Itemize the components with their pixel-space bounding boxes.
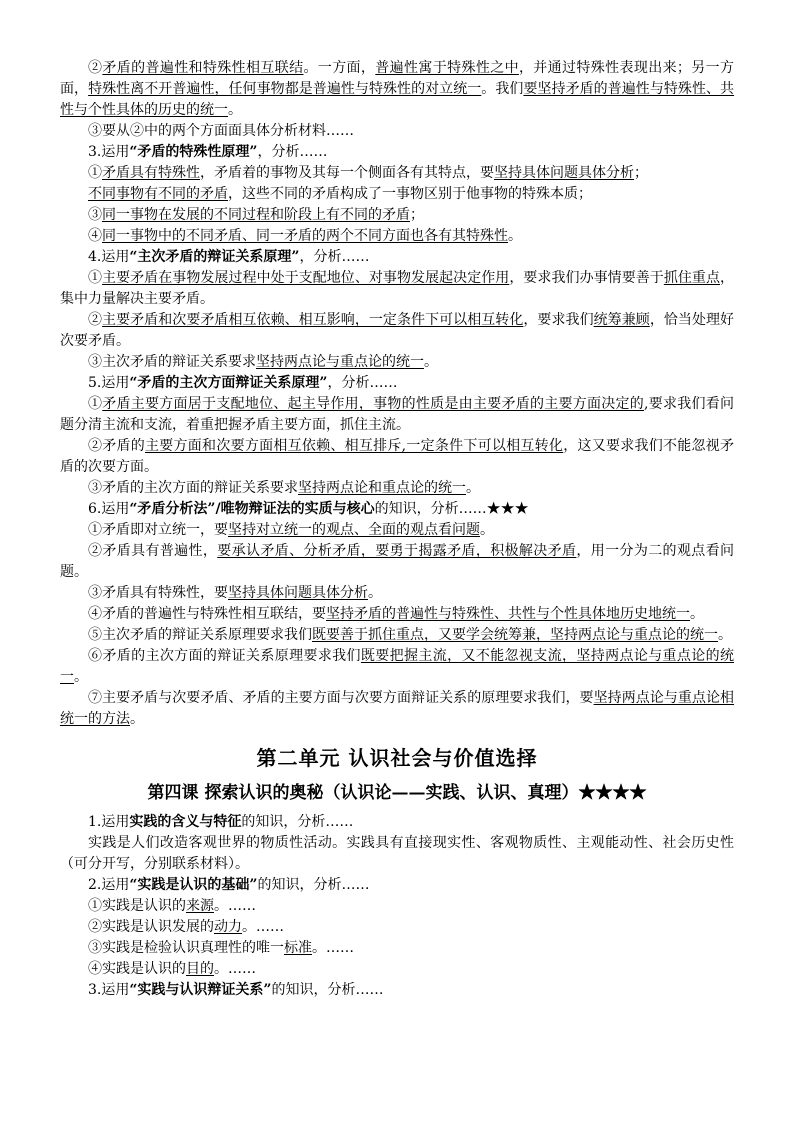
list-item: ①矛盾具有特殊性，矛盾着的事物及其每一个侧面各有其特点，要坚持具体问题具体分析； <box>88 165 648 181</box>
list-item: ③矛盾的主次方面的辩证关系要求坚持两点论和重点论的统一。 <box>88 480 480 496</box>
section-heading: 4.运用“主次矛盾的辩证关系原理”，分析…… <box>88 249 370 265</box>
section-heading: 5.运用“矛盾的主次方面辩证关系原理”，分析…… <box>88 375 398 391</box>
section-heading: 3.运用“矛盾的特殊性原理”，分析…… <box>88 144 328 160</box>
section-heading: 1.运用实践的含义与特征的知识，分析…… <box>88 814 354 830</box>
list-item: ①实践是认识的来源。…… <box>88 898 256 914</box>
list-item: ②矛盾具有普遍性，要承认矛盾、分析矛盾，要勇于揭露矛盾，积极解决矛盾，用一分为二的观点看问题。 <box>60 543 735 580</box>
list-item: ③主次矛盾的辩证关系要求坚持两点论与重点论的统一。 <box>88 354 438 370</box>
list-item: 不同事物有不同的矛盾，这些不同的矛盾构成了一事物区别于他事物的特殊本质； <box>88 186 592 202</box>
section-heading: 2.运用“实践是认识的基础”的知识，分析…… <box>88 877 370 893</box>
paragraph: ③要从②中的两个方面面具体分析材料…… <box>88 123 354 139</box>
list-item: ③矛盾具有特殊性，要坚持具体问题具体分析。 <box>88 585 382 601</box>
list-item: ④矛盾的普遍性与特殊性相互联结，要坚持矛盾的普遍性与特殊性、共性与个性具体地历史地统一。 <box>88 606 704 622</box>
list-item: ②实践是认识发展的动力。…… <box>88 919 284 935</box>
list-item: ⑦主要矛盾与次要矛盾、矛盾的主要方面与次要方面辩证关系的原理要求我们，要坚持两点论与重点论相统一的方法。 <box>60 690 735 727</box>
unit-title: 第二单元 认识社会与价值选择 <box>256 746 538 770</box>
list-item: ③同一事物在发展的不同过程和阶段上有不同的矛盾； <box>88 207 424 223</box>
list-item: ②主要矛盾和次要矛盾相互依赖、相互影响，一定条件下可以相互转化，要求我们统筹兼顾，恰当处理好次要矛盾。 <box>60 312 735 349</box>
section-heading: 6.运用“矛盾分析法”/唯物辩证法的实质与核心的知识，分析……★★★ <box>88 501 529 517</box>
list-item: ③实践是检验认识真理性的唯一标准。…… <box>88 940 354 956</box>
list-item: ②矛盾的主要方面和次要方面相互依赖、相互排斥,一定条件下可以相互转化，这又要求我们不能忽视矛盾的次要方面。 <box>60 438 735 475</box>
list-item: ①矛盾即对立统一，要坚持对立统一的观点、全面的观点看问题。 <box>88 522 494 538</box>
document-page <box>60 58 734 1001</box>
list-item: ⑥矛盾的主次方面的辩证关系原理要求我们既要把握主流，又不能忽视支流，坚持两点论与重点论的统一。 <box>60 648 735 685</box>
list-item: ④实践是认识的目的。…… <box>88 961 256 977</box>
section-heading: 3.运用“实践与认识辩证关系”的知识，分析…… <box>88 982 384 998</box>
list-item: ④同一事物中的不同矛盾、同一矛盾的两个不同方面也各有其特殊性。 <box>88 228 522 244</box>
paragraph: ②矛盾的普遍性和特殊性相互联结。一方面，普遍性寓于特殊性之中，并通过特殊性表现出来；另一方面，特殊性离不开普遍性，任何事物都是普遍性与特殊性的对立统一。我们要坚持矛盾的普遍性与特殊性、共性与个性具体的历史的统一。 <box>60 60 735 118</box>
list-item: ⑤主次矛盾的辩证关系原理要求我们既要善于抓住重点，又要学会统筹兼，坚持两点论与重点论的统一。 <box>88 627 732 643</box>
list-item: ①矛盾主要方面居于支配地位、起主导作用，事物的性质是由主要矛盾的主要方面决定的,要求我们看问题分清主流和支流，着重把握矛盾主要方面，抓住主流。 <box>60 396 735 433</box>
paragraph: 实践是人们改造客观世界的物质性活动。实践具有直接现实性、客观物质性、主观能动性、社会历史性（可分开写，分别联系材料）。 <box>60 835 734 872</box>
list-item: ①主要矛盾在事物发展过程中处于支配地位、对事物发展起决定作用，要求我们办事情要善于抓住重点，集中力量解决主要矛盾。 <box>60 270 735 307</box>
lesson-title: 第四课 探索认识的奥秘（认识论——实践、认识、真理）★★★★ <box>147 783 647 803</box>
